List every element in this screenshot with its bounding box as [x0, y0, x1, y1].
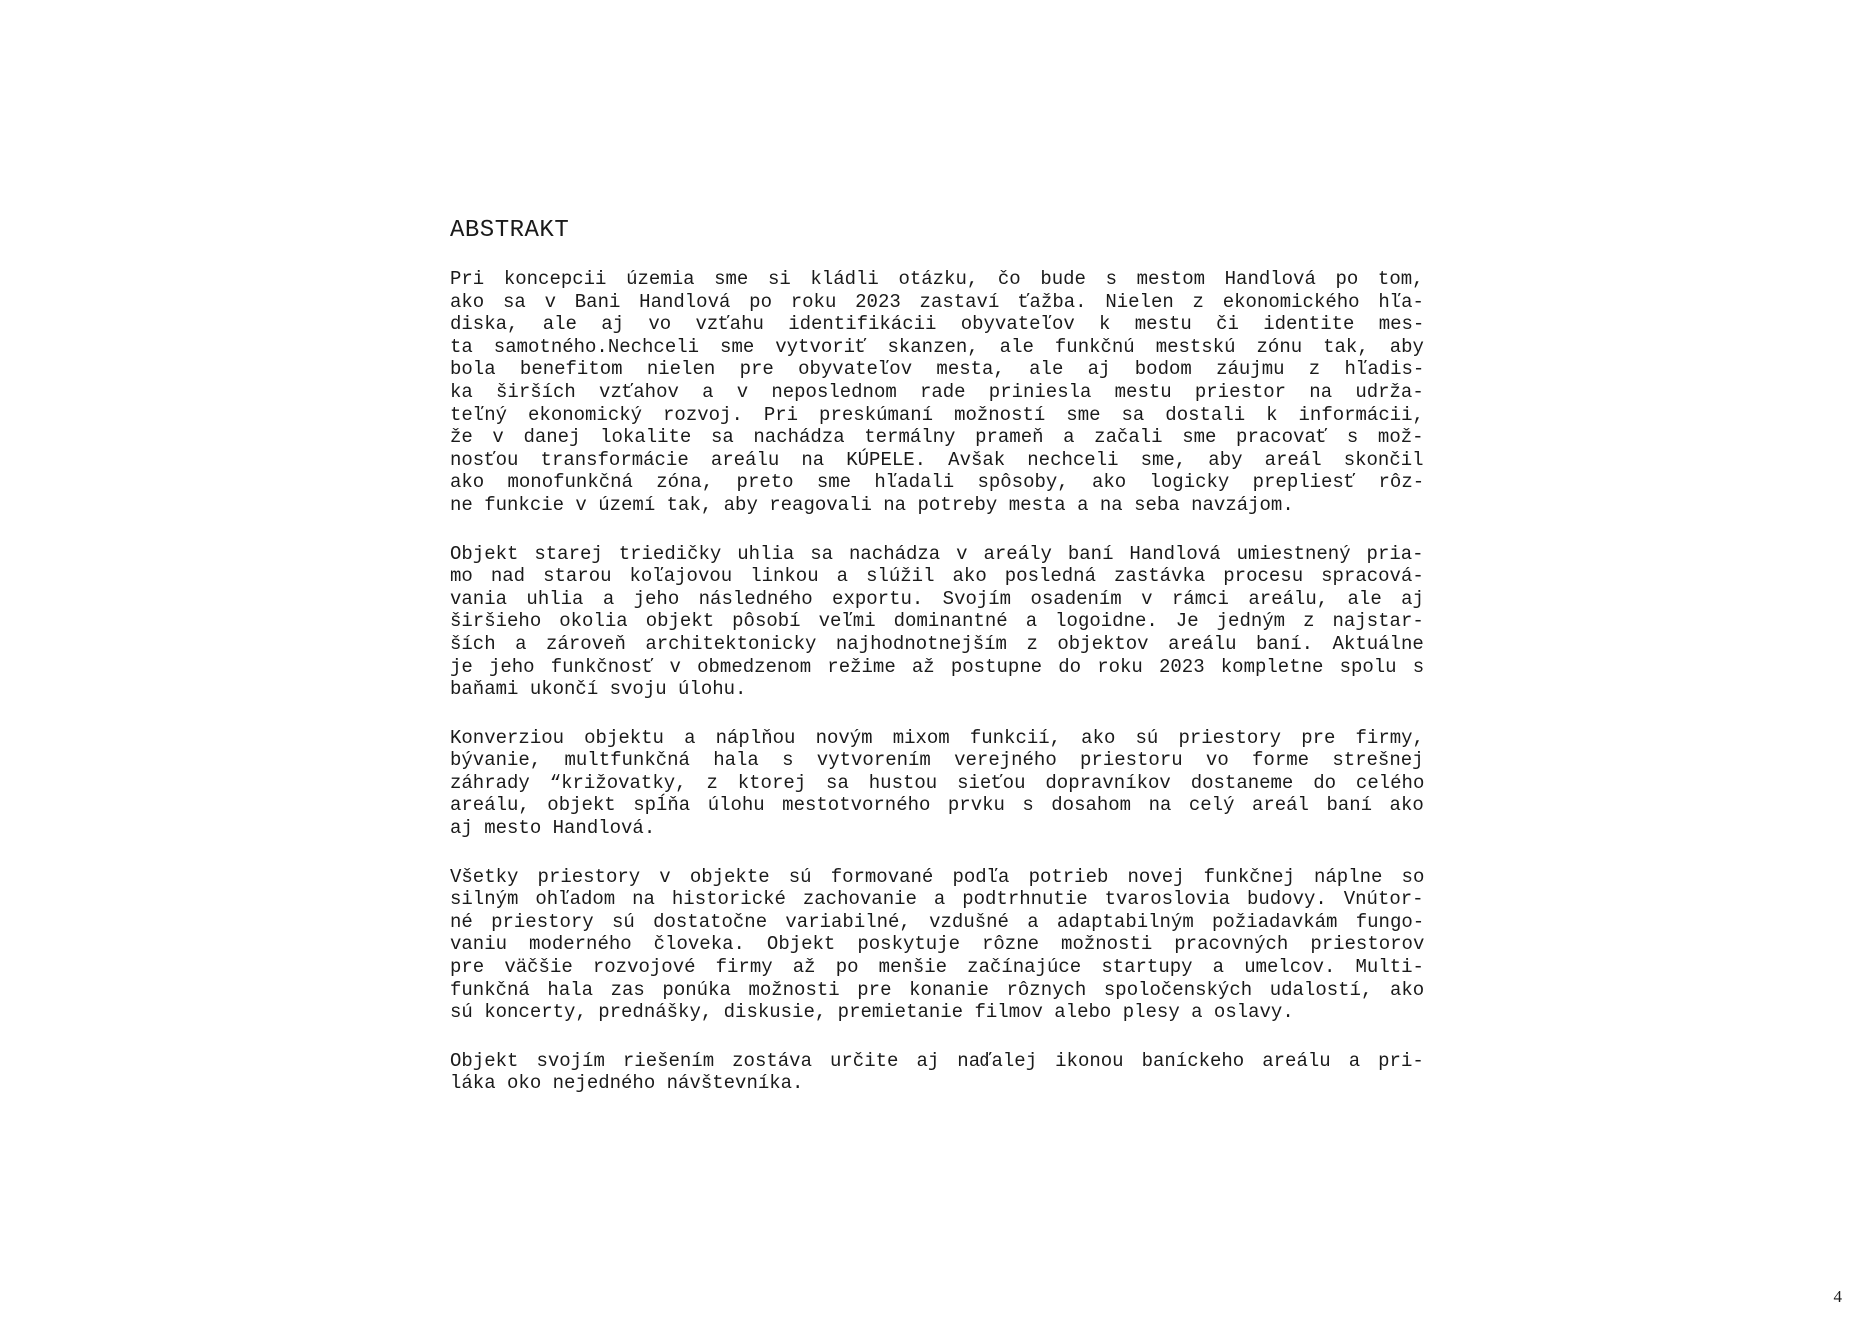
paragraph	[450, 866, 1424, 1024]
paragraph-line: Objekt starej triedičky uhlia sa nachádza v areály baní Handlová umiestnený pria-	[450, 542, 1424, 565]
paragraph-line: je jeho funkčnosť v obmedzenom režime až postupne do roku 2023 kompletne spolu s	[450, 655, 1425, 678]
paragraph-line: Pri koncepcii územia sme si kládli otázku, čo bude s mestom Handlová po tom,	[450, 268, 1424, 290]
paragraph-line: funkčná hala zas ponúka možnosti pre konanie rôznych spoločenských udalostí, ako	[450, 978, 1425, 1001]
paragraph-line: ako monofunkčná zóna, preto sme hľadali spôsoby, ako logicky prepliesť rôz-	[450, 471, 1425, 494]
paragraph-line: Konverziou objektu a náplňou novým mixom funkcií, ako sú priestory pre firmy,	[450, 726, 1424, 749]
paragraph-line: Všetky priestory v objekte sú formované podľa potrieb novej funkčnej náplne so	[450, 865, 1425, 888]
paragraph-line: bola benefitom nielen pre obyvateľov mesta, ale aj bodom záujmu z hľadis-	[450, 358, 1425, 381]
paragraph-line: ka širších vzťahov a v neposlednom rade priniesla mestu priestor na udrža-	[450, 380, 1424, 403]
paragraph-line: záhrady “križovatky, z ktorej sa hustou sieťou dopravníkov dostaneme do celého	[450, 771, 1425, 794]
paragraph-line: bývanie, multfunkčná hala s vytvorením verejného priestoru vo forme strešnej	[450, 749, 1424, 772]
page-number: 4	[1833, 1287, 1842, 1306]
paragraph-line: ších a zároveň architektonicky najhodnotnejším z objektov areálu baní. Aktuálne	[450, 632, 1424, 655]
paragraph-line: ne funkcie v území tak, aby reagovali na potreby mesta a na seba navzájom.	[450, 493, 1294, 516]
paragraph-line: ako sa v Bani Handlová po roku 2023 zastaví ťažba. Nielen z ekonomického hľa-	[450, 290, 1424, 313]
abstract-body	[450, 268, 1424, 1095]
paragraph-line: ta samotného.Nechceli sme vytvoriť skanzen, ale funkčnú mestskú zónu tak, aby	[450, 335, 1424, 358]
paragraph-line: areálu, objekt spĺňa úlohu mestotvorného prvku s dosahom na celý areál baní ako	[450, 794, 1424, 817]
paragraph-line: láka oko nejedného návštevníka.	[450, 1072, 804, 1095]
paragraph	[450, 1050, 1424, 1095]
paragraph-line: vaniu moderného človeka. Objekt poskytuje rôzne možnosti pracovných priestorov	[450, 933, 1425, 956]
paragraph-line: nosťou transformácie areálu na KÚPELE. Avšak nechceli sme, aby areál skončil	[450, 448, 1424, 471]
abstract-section	[450, 216, 1424, 1121]
paragraph-line: Objekt svojím riešením zostáva určite aj naďalej ikonou baníckeho areálu a pri-	[450, 1049, 1424, 1072]
paragraph-line: aj mesto Handlová.	[450, 817, 656, 840]
paragraph-line: teľný ekonomický rozvoj. Pri preskúmaní možností sme sa dostali k informácii,	[450, 403, 1424, 426]
paragraph-line: silným ohľadom na historické zachovanie a podtrhnutie tvaroslovia budovy. Vnútor-	[450, 888, 1424, 911]
paragraph	[450, 268, 1424, 517]
paragraph-line: širšieho okolia objekt pôsobí veľmi dominantné a logoidne. Je jedným z najstar-	[450, 610, 1424, 633]
paragraph-line: baňami ukončí svoju úlohu.	[450, 678, 747, 701]
section-title: ABSTRAKT	[450, 217, 570, 244]
paragraph-line: pre väčšie rozvojové firmy až po menšie začínajúce startupy a umelcov. Multi-	[450, 956, 1424, 979]
paragraph-line: vania uhlia a jeho následného exportu. Svojím osadením v rámci areálu, ale aj	[450, 587, 1424, 610]
paragraph	[450, 727, 1424, 840]
paragraph-line: že v danej lokalite sa nachádza termálny prameň a začali sme pracovať s mož-	[450, 426, 1424, 449]
paragraph	[450, 543, 1424, 701]
paragraph-line: né priestory sú dostatočne variabilné, vzdušné a adaptabilným požiadavkám fungo-	[450, 910, 1425, 933]
paragraph-line: diska, ale aj vo vzťahu identifikácii obyvateľov k mestu či identite mes-	[450, 313, 1425, 336]
paragraph-line: mo nad starou koľajovou linkou a slúžil ako posledná zastávka procesu spracová-	[450, 565, 1424, 588]
paragraph-line: sú koncerty, prednášky, diskusie, premietanie filmov alebo plesy a oslavy.	[450, 1001, 1294, 1024]
